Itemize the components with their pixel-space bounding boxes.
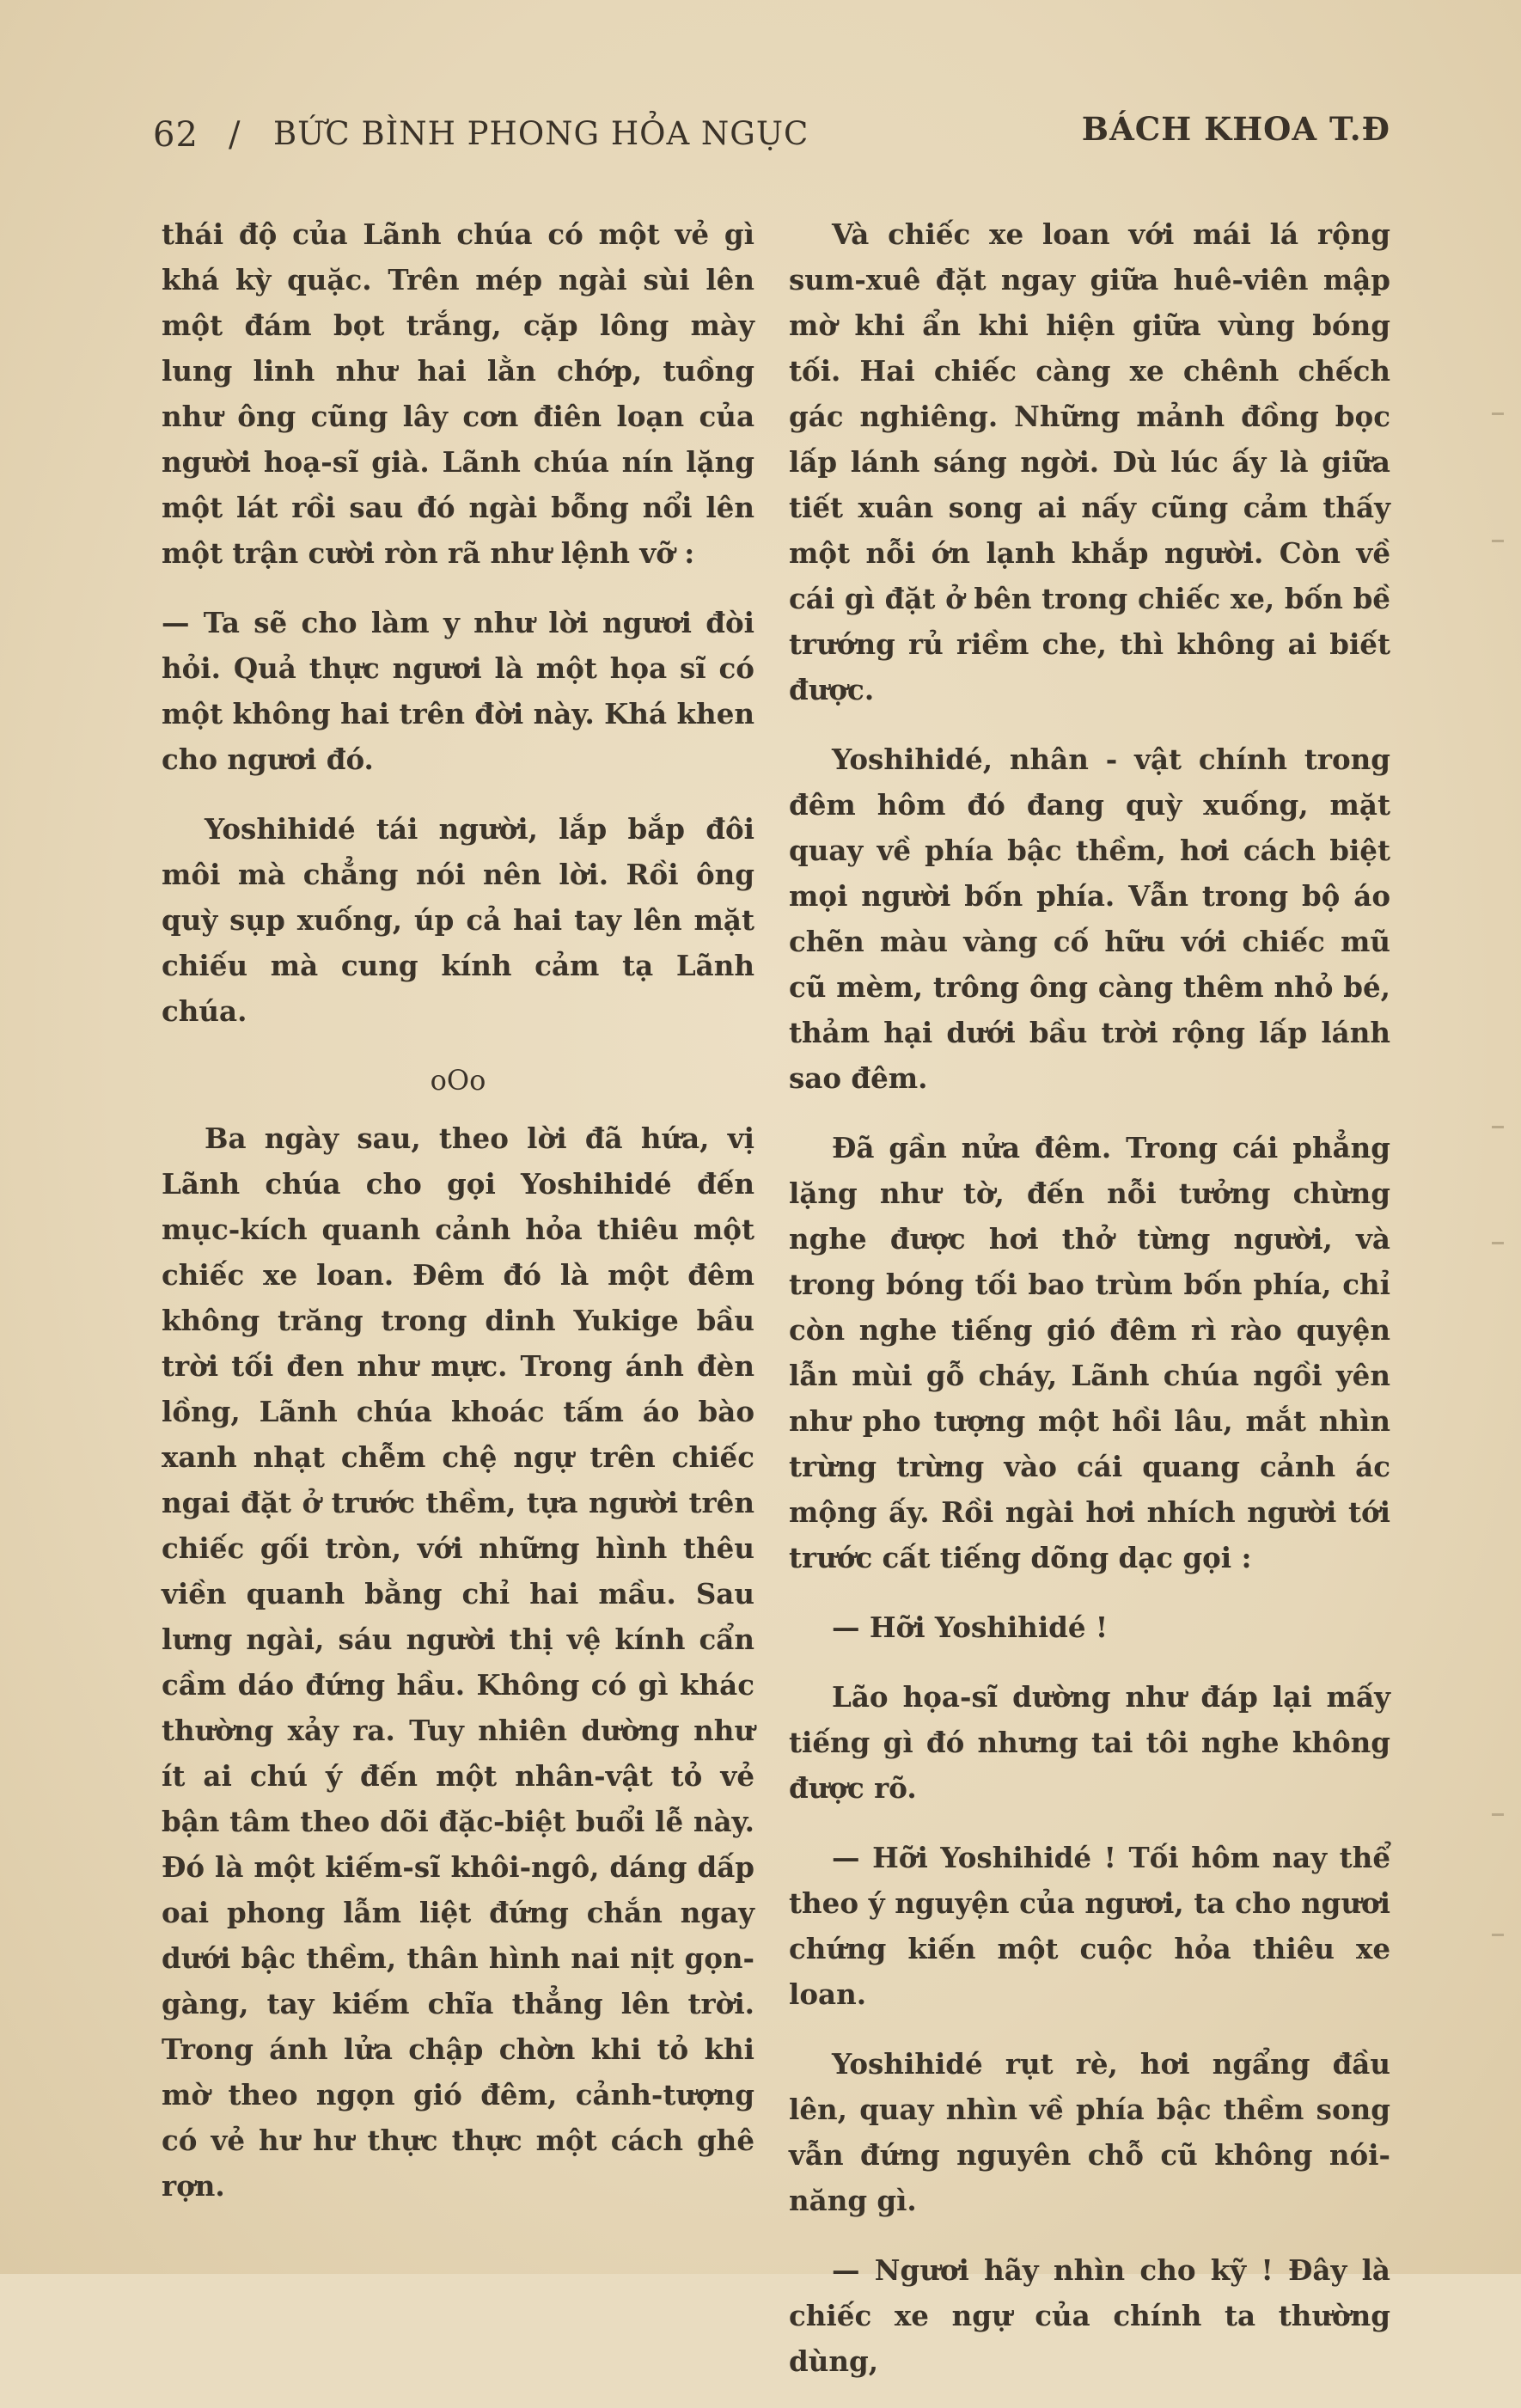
- margin-mark: [1492, 1813, 1504, 1816]
- paragraph: Yoshihidé tái người, lắp bắp đôi môi mà chẳng nói nên lời. Rồi ông quỳ sụp xuống, úp cả hai tay lên mặt chiếu mà cung kính cảm tạ Lãnh chúa.: [162, 812, 754, 1028]
- margin-mark: [1492, 540, 1504, 542]
- story-title: BỨC BÌNH PHONG HỎA NGỤC: [273, 115, 809, 152]
- left-column: [162, 211, 754, 2233]
- header-separator: /: [229, 115, 241, 155]
- paragraph: Và chiếc xe loan với mái lá rộng sum-xuê đặt ngay giữa huê-viên mập mờ khi ẩn khi hiện giữa vùng bóng tối. Hai chiếc càng xe chênh chếch gác nghiêng. Những mảnh đồng bọc lấp lánh sáng ngời. Dù lúc ấy là giữa tiết xuân song ai nấy cũng cảm thấy một nỗi ớn lạnh khắp người. Còn về cái gì đặt ở bên trong chiếc xe, bốn bề trướng rủ riềm che, thì không ai biết được.: [789, 217, 1390, 706]
- margin-mark: [1492, 413, 1504, 415]
- running-header: [153, 110, 1390, 162]
- dialogue-paragraph: — Hỡi Yoshihidé !: [832, 1610, 1109, 1644]
- paragraph: Yoshihidé, nhân - vật chính trong đêm hôm đó đang quỳ xuống, mặt quay về phía bậc thềm, hơi cách biệt mọi người bốn phía. Vẫn trong bộ áo chẽn màu vàng cố hữu với chiếc mũ cũ mèm, trông ông càng thêm nhỏ bé, thảm hại dưới bầu trời rộng lấp lánh sao đêm.: [789, 743, 1390, 1095]
- paragraph: Yoshihidé rụt rè, hơi ngẩng đầu lên, quay nhìn về phía bậc thềm song vẫn đứng nguyên chỗ cũ không nói-năng gì.: [789, 2047, 1390, 2217]
- page-number: 62: [153, 115, 199, 155]
- margin-mark: [1492, 1934, 1504, 1936]
- paragraph: Lão họa-sĩ dường như đáp lại mấy tiếng gì đó nhưng tai tôi nghe không được rõ.: [789, 1680, 1390, 1805]
- right-column: [789, 211, 1390, 2408]
- dialogue-paragraph: — Ta sẽ cho làm y như lời ngươi đòi hỏi. Quả thực ngươi là một họa sĩ có một không hai trên đời này. Khá khen cho ngươi đó.: [162, 606, 754, 776]
- section-ornament: oOo: [430, 1064, 486, 1097]
- dialogue-paragraph: — Ngươi hãy nhìn cho kỹ ! Đây là chiếc xe ngự của chính ta thường dùng,: [789, 2253, 1390, 2378]
- margin-mark: [1492, 1126, 1504, 1128]
- paragraph: Ba ngày sau, theo lời đã hứa, vị Lãnh chúa cho gọi Yoshihidé đến mục-kích quanh cảnh hỏa thiêu một chiếc xe loan. Đêm đó là một đêm không trăng trong dinh Yukige bầu trời tối đen như mực. Trong ánh đèn lồng, Lãnh chúa khoác tấm áo bào xanh nhạt chễm chệ ngự trên chiếc ngai đặt ở trước thềm, tựa người trên chiếc gối tròn, với những hình thêu viền quanh bằng chỉ hai mầu. Sau lưng ngài, sáu người thị vệ kính cẩn cầm dáo đứng hầu. Không có gì khác thường xảy ra. Tuy nhiên dường như ít ai chú ý đến một nhân-vật tỏ vẻ bận tâm theo dõi đặc-biệt buổi lễ này. Đó là một kiếm-sĩ khôi-ngô, dáng dấp oai phong lẫm liệt đứng chắn ngay dưới bậc thềm, thân hình nai nịt gọn-gàng, tay kiếm chĩa thẳng lên trời. Trong ánh lửa chập chờn khi tỏ khi mờ theo ngọn gió đêm, cảnh-tượng có vẻ hư hư thực thực một cách ghê rợn.: [162, 1121, 754, 2203]
- margin-mark: [1492, 1242, 1504, 1244]
- paragraph: thái độ của Lãnh chúa có một vẻ gì khá kỳ quặc. Trên mép ngài sùi lên một đám bọt trắng, cặp lông mày lung linh như hai lằn chớp, tuồng như ông cũng lây cơn điên loạn của người hoạ-sĩ già. Lãnh chúa nín lặng một lát rồi sau đó ngài bỗng nổi lên một trận cười ròn rã như lệnh vỡ :: [162, 217, 754, 570]
- paragraph: Đã gần nửa đêm. Trong cái phẳng lặng như tờ, đến nỗi tưởng chừng nghe được hơi thở từng người, và trong bóng tối bao trùm bốn phía, chỉ còn nghe tiếng gió đêm rì rào quyện lẫn mùi gỗ cháy, Lãnh chúa ngồi yên như pho tượng một hồi lâu, mắt nhìn trừng trừng vào cái quang cảnh ác mộng ấy. Rồi ngài hơi nhích người tới trước cất tiếng dõng dạc gọi :: [789, 1131, 1390, 1574]
- publication-name: BÁCH KHOA T.Đ: [1081, 110, 1390, 148]
- dialogue-paragraph: — Hỡi Yoshihidé ! Tối hôm nay thể theo ý nguyện của ngươi, ta cho ngươi chứng kiến một cuộc hỏa thiêu xe loan.: [789, 1841, 1390, 2011]
